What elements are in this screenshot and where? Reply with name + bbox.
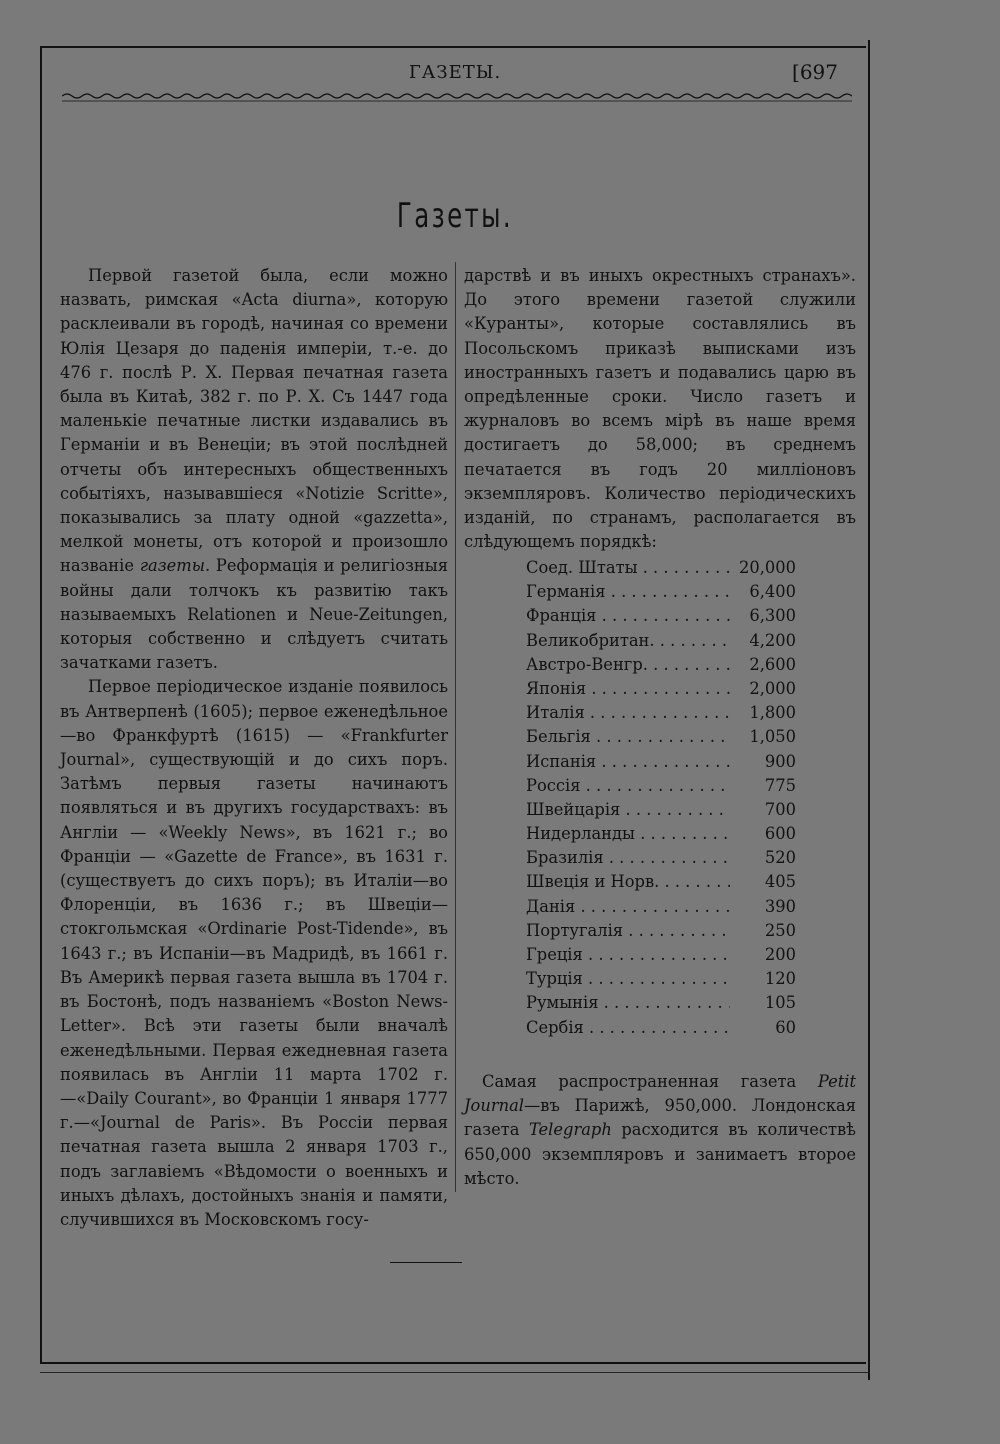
periodicals-count: 1,800 (749, 703, 796, 723)
periodicals-count: 2,600 (749, 654, 796, 674)
periodicals-count: 520 (764, 848, 796, 868)
paragraph-origins: Первой газетой была, если можно назвать, римская «Acta diurna», которую расклеивали въ городѣ, начиная со времени Юлія Цезаря до паденія имперіи, т.-е. до 476 г. послѣ Р. X. Первая печатная газета была въ Китаѣ, 382 г. по Р. X. Съ 1447 года маленькіе печатные листки издавались въ Германіи и въ Венеціи; въ этой послѣдней отчеты объ интересныхъ общественныхъ событіяхъ, называвшіеся «Notizie Scritte», показывались за плату одной «gazzetta», мелкой монеты, отъ которой и произошло названіе газеты. Реформація и религіозныя войны дали толчокъ къ развитію такъ называемыхъ Relationen и Neue-Zeitungen, которыя собственно и слѣдуетъ считать зачатками газетъ. (60, 266, 448, 673)
table-row (526, 750, 796, 774)
periodicals-count: 120 (764, 969, 796, 989)
table-row (526, 604, 796, 628)
paragraph-first-periodicals: Первое періодическое изданіе появилось въ Антверпенѣ (1605); первое еженедѣльное—во Франкфуртѣ (1615) — «Frankfurter Journal», существующій и до сихъ поръ. Затѣмъ первыя газеты начинаютъ появляться и въ другихъ государствахъ: въ Англіи — «Weekly News», въ 1621 г.; во Франціи — «Gazette de France», въ 1631 г. (существуетъ до сихъ поръ); въ Италіи—во Флоренціи, въ 1636 г.; въ Швеціи—стокгольмская «Ordinarie Post-Tidende», въ 1643 г.; въ Испаніи—въ Мадридѣ, въ 1661 г. Въ Америкѣ первая газета вышла въ 1704 г. въ Бостонѣ, подъ названіемъ «Boston News-Letter». Всѣ эти газеты были вначалѣ еженедѣльными. Первая ежедневная газета появилась въ Англіи 11 марта 1702 г.—«Daily Courant», во Франціи 1 января 1777 г.—«Journal de Paris». Въ Россіи первая печатная газета вышла 2 января 1703 г., подъ заглавіемъ «Вѣдомости о военныхъ и иныхъ дѣлахъ, достойныхъ знанія и памяти, случившихся въ Московскомъ госу- (60, 677, 448, 1229)
periodicals-count: 2,000 (749, 678, 796, 698)
page-frame-right-edge (868, 40, 870, 1380)
table-row (526, 774, 796, 798)
country-name: Бразилія . . . (526, 846, 730, 870)
periodicals-count: 775 (764, 775, 796, 795)
periodicals-count: 105 (764, 993, 796, 1013)
periodicals-count: 405 (764, 872, 796, 892)
periodicals-count: 6,300 (749, 606, 796, 626)
country-name: Бельгія . . . (526, 725, 730, 749)
periodicals-count: 600 (764, 824, 796, 844)
table-row (526, 870, 796, 894)
left-column (60, 264, 448, 1232)
periodicals-by-country-table (526, 556, 796, 1040)
country-name: Сербія . . . (526, 1016, 730, 1040)
column-divider (455, 262, 456, 1192)
table-row (526, 677, 796, 701)
country-name: Великобритан. . . . (526, 629, 730, 653)
running-head-title: ГАЗЕТЫ. (408, 62, 502, 83)
wavy-divider (62, 92, 852, 104)
periodicals-count: 900 (764, 751, 796, 771)
table-row (526, 580, 796, 604)
country-name: Нидерланды . . . (526, 822, 730, 846)
table-row (526, 725, 796, 749)
page-number: [697 (792, 60, 838, 84)
country-name: Германія . . . (526, 580, 730, 604)
periodicals-count: 1,050 (749, 727, 796, 747)
table-row (526, 919, 796, 943)
country-name: Греція . . . (526, 943, 730, 967)
periodicals-count: 20,000 (739, 558, 796, 577)
table-row (526, 991, 796, 1015)
paragraph-continuation: дарствѣ и въ иныхъ окрестныхъ странахъ». До этого времени газетой служили «Куранты», которые составлялись въ Посольскомъ приказѣ выписками изъ иностранныхъ газетъ и подавались царю въ опредѣленные сроки. Число газетъ и журналовъ во всемъ мірѣ въ наше время достигаетъ до 58,000; въ среднемъ печатается въ годъ 20 милліоновъ экземпляровъ. Количество періодическихъ изданій, по странамъ, располагается въ слѣдующемъ порядкѣ: (464, 266, 856, 552)
table-row (526, 846, 796, 870)
country-name: Испанія . . . (526, 750, 730, 774)
country-name: Швейцарія . . . (526, 798, 730, 822)
table-row (526, 798, 796, 822)
table-row (526, 653, 796, 677)
country-name: Турція . . . (526, 967, 730, 991)
periodicals-count: 390 (764, 896, 796, 916)
country-name: Швеція и Норв. . . . (526, 870, 730, 894)
right-column (464, 264, 856, 554)
emphasis-gazety: газеты. (139, 556, 211, 576)
country-name: Данія . . . (526, 895, 730, 919)
table-row (526, 895, 796, 919)
closing-paragraph: Самая распространенная газета Petit Journal—въ Парижѣ, 950,000. Лондонская газета Telegraph расходится въ количествѣ 650,000 экземпляровъ и занимаетъ второе мѣсто. (464, 1072, 856, 1188)
country-name: Италія . . . (526, 701, 730, 725)
country-name: Франція . . . (526, 604, 730, 628)
article-title: Газеты. (396, 196, 514, 236)
bottom-rule (40, 1372, 870, 1373)
table-row (526, 1016, 796, 1040)
periodicals-count: 200 (764, 945, 796, 964)
periodicals-count: 6,400 (749, 582, 796, 602)
country-name: Россія . . . (526, 774, 730, 798)
periodicals-count: 700 (764, 799, 796, 819)
country-name: Австро-Венгр. . . . (526, 653, 730, 677)
end-rule (390, 1262, 462, 1263)
periodicals-count: 250 (764, 920, 796, 940)
table-row (526, 943, 796, 967)
table-row (526, 967, 796, 991)
table-row (526, 822, 796, 846)
country-name: Японія . . . (526, 677, 730, 701)
periodicals-count: 60 (775, 1017, 796, 1037)
country-name: Соед. Штаты . . . (526, 556, 730, 580)
running-head (60, 62, 850, 92)
table-row (526, 701, 796, 725)
country-name: Португалія . . . (526, 919, 730, 943)
table-row (526, 556, 796, 580)
periodicals-count: 4,200 (749, 630, 796, 650)
table-row (526, 629, 796, 653)
country-name: Румынія . . . (526, 991, 730, 1015)
